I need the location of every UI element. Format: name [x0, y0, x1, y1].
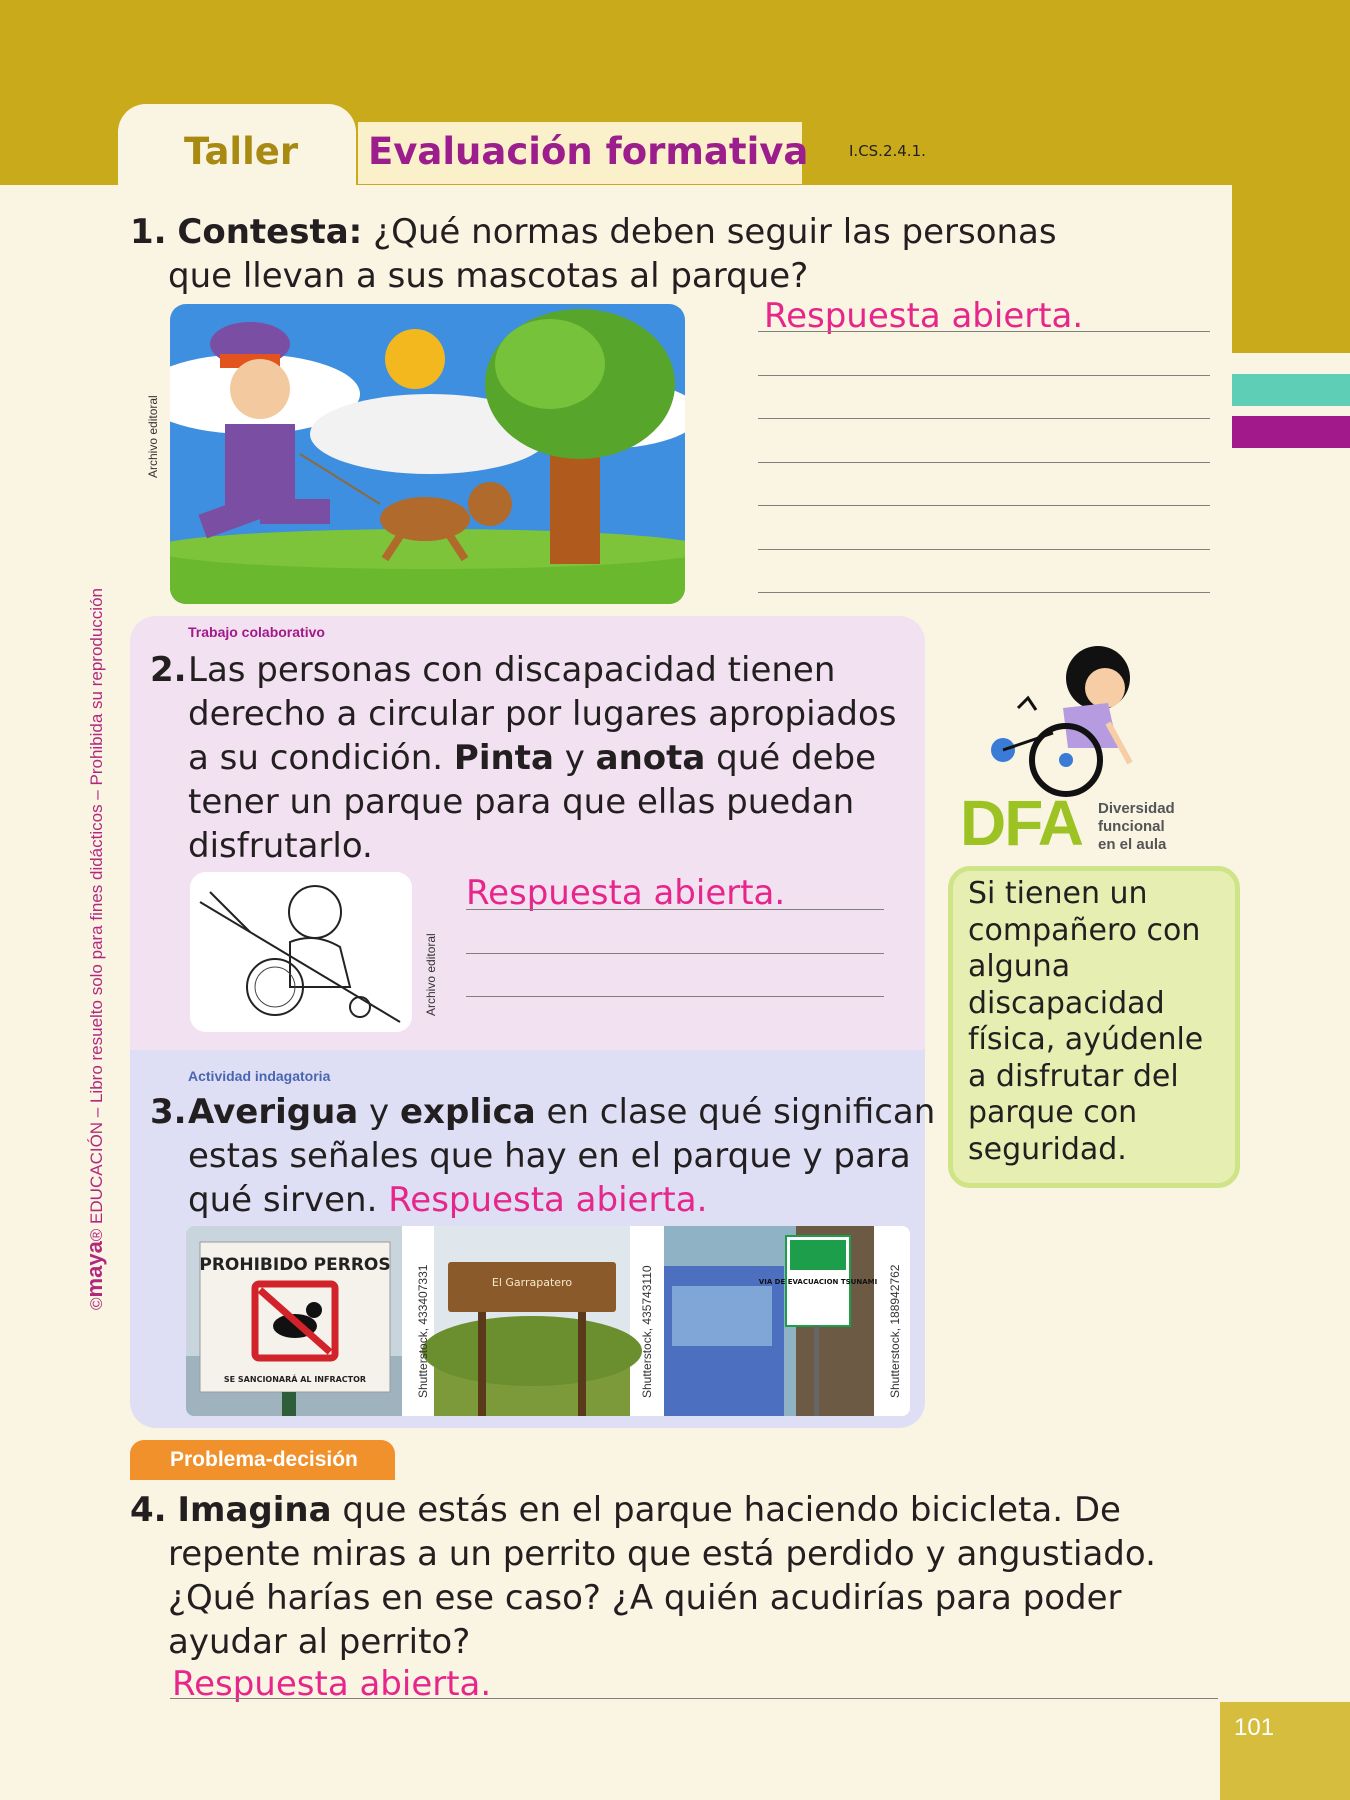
dfa-caption-line: en el aula	[1098, 836, 1167, 853]
signs-photo-strip	[186, 1226, 910, 1416]
answer-line	[466, 996, 884, 997]
question-number: 2.	[150, 650, 187, 690]
question-text: qué debe tener un parque para que ellas puedan disfrutarlo.	[188, 738, 877, 866]
answer-q1: Respuesta abierta.	[764, 296, 1084, 336]
question-text: Las personas con discapacidad tienen derecho a circular por lugares apropiados a su condición.	[188, 650, 897, 778]
sign1-title: PROHIBIDO PERROS	[199, 1255, 391, 1275]
sign1-footer: SE SANCIONARÁ AL INFRACTOR	[223, 1375, 367, 1384]
teal-stripe	[1232, 374, 1350, 406]
answer-line	[466, 953, 884, 954]
dfa-caption-line: Diversidad	[1098, 800, 1175, 817]
answer-line	[758, 592, 1210, 593]
side-band	[1232, 185, 1350, 353]
sign2-title: El Garrapatero	[491, 1276, 573, 1289]
answer-line	[466, 909, 884, 910]
question-text: en clase qué significan estas señales que hay en el parque y para qué sirven.	[188, 1092, 936, 1220]
illustration-boy-walking-dog	[170, 304, 685, 604]
tag-problema-decision: Problema-decisión	[130, 1440, 395, 1480]
tab-taller-label: Taller	[184, 130, 299, 173]
question-text: ¿Qué normas deben seguir las personas que llevan a sus mascotas al parque?	[168, 212, 1057, 296]
sign3-title: VIA DE EVACUACION TSUNAMI	[758, 1278, 878, 1286]
illustration-wheelchair-boy	[190, 872, 412, 1032]
answer-line	[758, 549, 1210, 550]
answer-line	[758, 375, 1210, 376]
photo-credit-2: Shutterstock, 435743110	[640, 1265, 654, 1398]
question-bold: explica	[399, 1092, 536, 1132]
dfa-caption	[1098, 800, 1198, 854]
question-text: que estás en el parque haciendo bicicleta. De repente miras a un perrito que está perdido y angustiado. ¿Qué harías en ese caso? ¿A quién acudirías para poder ayudar al perrito?	[168, 1490, 1156, 1662]
question-bold: anota	[595, 738, 706, 778]
dfa-logo: DFA	[960, 787, 1082, 859]
skill-code: I.CS.2.4.1.	[849, 142, 926, 160]
page-number: 101	[1234, 1714, 1275, 1741]
answer-q4: Respuesta abierta.	[172, 1664, 492, 1704]
question-4	[130, 1488, 1220, 1664]
question-1	[130, 210, 1060, 298]
question-bold: Averigua	[188, 1092, 359, 1132]
answer-q3: Respuesta abierta.	[388, 1180, 708, 1220]
dfa-caption-line: funcional	[1098, 818, 1165, 835]
tab-evaluacion-label: Evaluación formativa	[368, 130, 809, 173]
question-3	[150, 1090, 970, 1220]
question-text: y	[369, 1092, 390, 1132]
answer-line	[758, 418, 1210, 419]
question-number: 4.	[130, 1490, 167, 1530]
dfa-tip-text: Si tienen un compañero con alguna discapacidad física, ayúdenle a disfrutar del parque con seguridad.	[968, 876, 1204, 1167]
question-2	[150, 648, 910, 866]
question-bold: Pinta	[453, 738, 554, 778]
magenta-stripe	[1232, 416, 1350, 448]
question-number: 3.	[150, 1092, 187, 1132]
answer-line	[170, 1698, 1218, 1699]
answer-line	[758, 331, 1210, 332]
question-number: 1.	[130, 212, 167, 252]
tag-actividad-indagatoria: Actividad indagatoria	[188, 1068, 331, 1084]
photo-credit-1: Shutterstock, 433407331	[416, 1264, 430, 1398]
answer-line	[758, 505, 1210, 506]
image-credit-2: Archivo editoral	[424, 933, 438, 1016]
copyright-text: EDUCACIÓN – Libro resuelto solo para fines didácticos – Prohibida su reproducción	[87, 588, 106, 1224]
question-text: y	[564, 738, 585, 778]
tag-trabajo-colaborativo: Trabajo colaborativo	[188, 624, 325, 640]
image-credit-1: Archivo editoral	[146, 395, 160, 478]
answer-line	[758, 462, 1210, 463]
copyright-notice: ©maya® EDUCACIÓN – Libro resuelto solo para fines didácticos – Prohibida su reproducción	[82, 588, 107, 1310]
photo-credit-3: Shutterstock, 188942762	[888, 1264, 902, 1398]
question-bold: Imagina	[177, 1490, 332, 1530]
answer-q2: Respuesta abierta.	[466, 873, 786, 913]
question-lead: Contesta:	[177, 212, 363, 252]
brand-name: maya	[82, 1241, 107, 1298]
